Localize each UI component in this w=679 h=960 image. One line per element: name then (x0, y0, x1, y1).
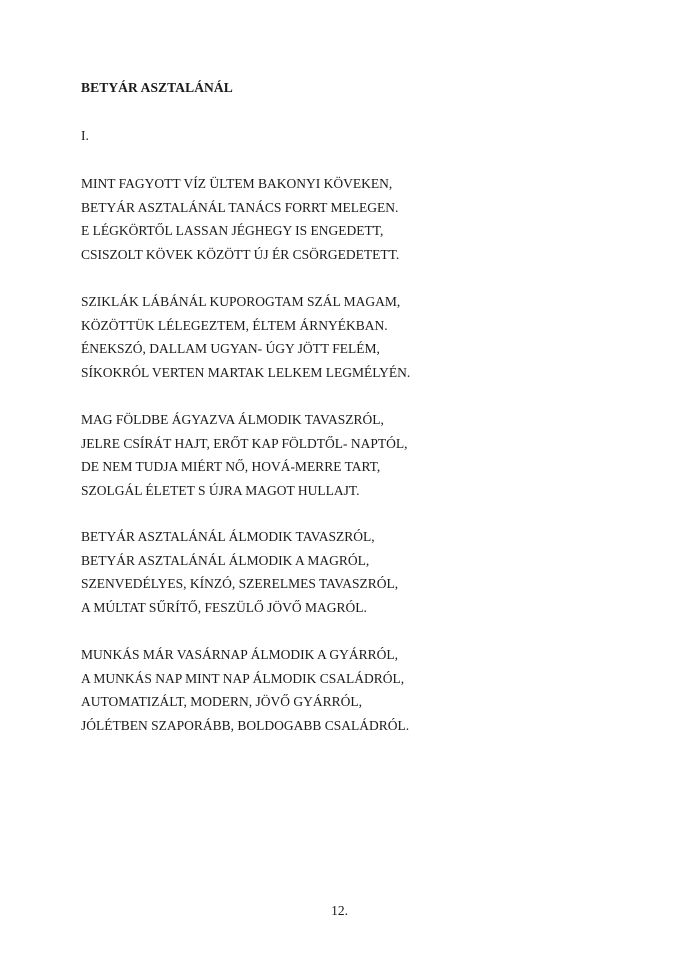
stanza-line: MUNKÁS MÁR VASÁRNAP ÁLMODIK A GYÁRRÓL, (81, 647, 399, 662)
stanza-line: A MUNKÁS NAP MINT NAP ÁLMODIK CSALÁDRÓL, (81, 670, 405, 686)
stanza-line: ÉNEKSZÓ, DALLAM UGYAN- ÚGY JÖTT FELÉM, (81, 341, 380, 357)
stanza-line: SZOLGÁL ÉLETET S ÚJRA MAGOT HULLAJT. (81, 482, 360, 498)
stanza-line: AUTOMATIZÁLT, MODERN, JÖVŐ GYÁRRÓL, (81, 694, 363, 710)
stanza-3 (81, 408, 408, 502)
stanza-line: BETYÁR ASZTALÁNÁL TANÁCS FORRT MELEGEN. (81, 199, 399, 215)
stanza-4 (81, 525, 398, 619)
stanza-line: JÓLÉTBEN SZAPORÁBB, BOLDOGABB CSALÁDRÓL. (81, 717, 410, 733)
stanza-line: SZENVEDÉLYES, KÍNZÓ, SZERELMES TAVASZRÓL, (81, 576, 399, 592)
poem-title: BETYÁR ASZTALÁNÁL (81, 80, 233, 95)
section-number: I. (81, 128, 89, 143)
stanza-line: SZIKLÁK LÁBÁNÁL KUPOROGTAM SZÁL MAGAM, (81, 294, 401, 309)
stanza-1 (81, 172, 399, 266)
stanza-line: SÍKOKRÓL VERTEN MARTAK LELKEM LEGMÉLYÉN. (81, 364, 411, 380)
stanza-line: JELRE CSÍRÁT HAJT, ERŐT KAP FÖLDTŐL- NAPTÓL, (81, 435, 408, 451)
stanza-line: A MÚLTAT SŰRÍTŐ, FESZÜLŐ JÖVŐ MAGRÓL. (81, 599, 367, 615)
stanza-line: CSISZOLT KÖVEK KÖZÖTT ÚJ ÉR CSÖRGEDETETT. (81, 246, 400, 262)
stanza-line: MINT FAGYOTT VÍZ ÜLTEM BAKONYI KÖVEKEN, (81, 176, 393, 191)
stanza-line: BETYÁR ASZTALÁNÁL ÁLMODIK A MAGRÓL, (81, 552, 370, 568)
stanza-line: MAG FÖLDBE ÁGYAZVA ÁLMODIK TAVASZRÓL, (81, 412, 384, 427)
stanza-line: E LÉGKÖRTŐL LASSAN JÉGHEGY IS ENGEDETT, (81, 223, 384, 239)
stanza-line: KÖZÖTTÜK LÉLEGEZTEM, ÉLTEM ÁRNYÉKBAN. (81, 317, 388, 333)
stanza-line: BETYÁR ASZTALÁNÁL ÁLMODIK TAVASZRÓL, (81, 529, 375, 544)
stanza-2 (81, 290, 410, 384)
stanza-line: DE NEM TUDJA MIÉRT NŐ, HOVÁ-MERRE TART, (81, 459, 381, 475)
stanza-5 (81, 643, 409, 737)
page-number: 12. (331, 903, 348, 918)
